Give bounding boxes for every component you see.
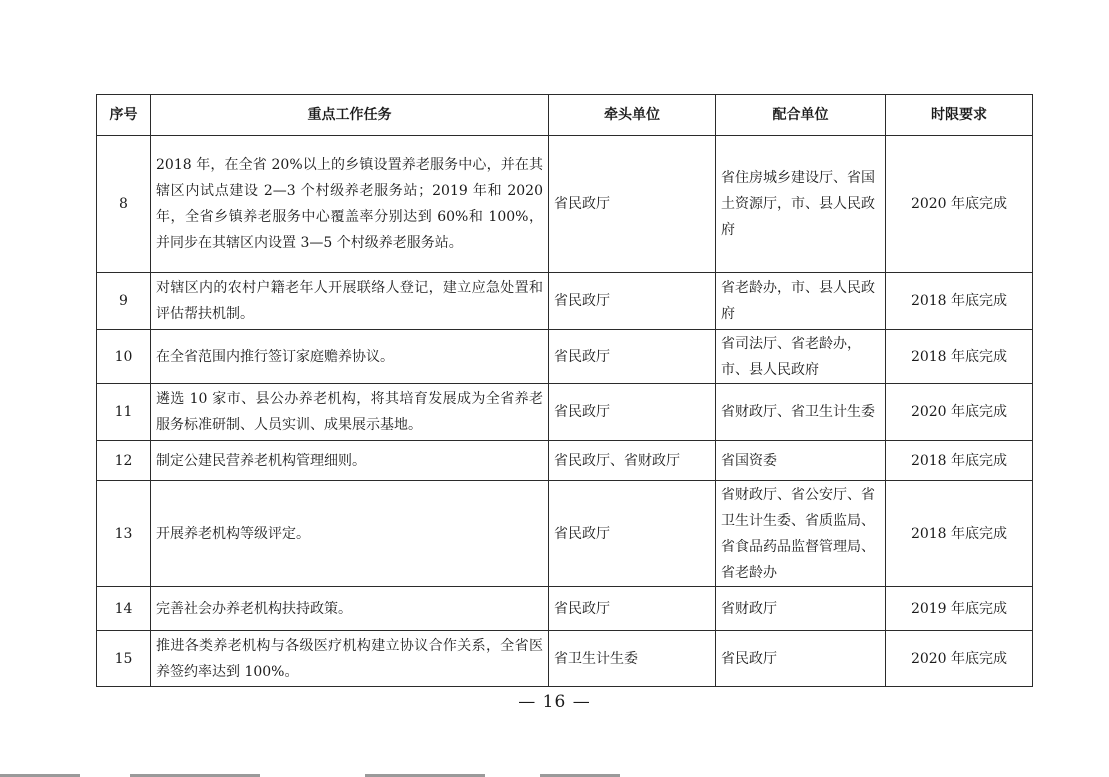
row-no: 11 xyxy=(97,384,151,441)
row-deadline: 2020 年底完成 xyxy=(886,136,1033,273)
row-deadline: 2018 年底完成 xyxy=(886,441,1033,481)
row-deadline: 2018 年底完成 xyxy=(886,330,1033,384)
table-row xyxy=(97,441,1033,481)
row-lead: 省民政厅、省财政厅 xyxy=(549,441,716,481)
row-deadline: 2020 年底完成 xyxy=(886,384,1033,441)
row-lead: 省民政厅 xyxy=(549,136,716,273)
task-table xyxy=(96,94,1033,687)
row-no: 14 xyxy=(97,587,151,631)
header-lead: 牵头单位 xyxy=(549,95,716,136)
row-partner: 省国资委 xyxy=(716,441,886,481)
row-task: 2018 年，在全省 20%以上的乡镇设置养老服务中心，并在其辖区内试点建设 2—3 个村级养老服务站；2019 年和 2020 年，全省乡镇养老服务中心覆盖率分别达到 60%和 100%，并同步在其辖区内设置 3—5 个村级养老服务站。 xyxy=(151,136,549,273)
row-deadline: 2018 年底完成 xyxy=(886,273,1033,330)
row-lead: 省民政厅 xyxy=(549,587,716,631)
row-no: 9 xyxy=(97,273,151,330)
table-row xyxy=(97,330,1033,384)
header-partner: 配合单位 xyxy=(716,95,886,136)
row-partner: 省财政厅 xyxy=(716,587,886,631)
row-lead: 省民政厅 xyxy=(549,384,716,441)
row-deadline: 2019 年底完成 xyxy=(886,587,1033,631)
row-no: 15 xyxy=(97,631,151,687)
row-lead: 省民政厅 xyxy=(549,330,716,384)
header-no: 序号 xyxy=(97,95,151,136)
row-partner: 省司法厅、省老龄办，市、县人民政府 xyxy=(716,330,886,384)
row-partner: 省民政厅 xyxy=(716,631,886,687)
row-task: 制定公建民营养老机构管理细则。 xyxy=(151,441,549,481)
row-partner: 省财政厅、省公安厅、省卫生计生委、省质监局、省食品药品监督管理局、省老龄办 xyxy=(716,481,886,587)
table-row xyxy=(97,273,1033,330)
header-deadline: 时限要求 xyxy=(886,95,1033,136)
row-deadline: 2020 年底完成 xyxy=(886,631,1033,687)
table-row xyxy=(97,631,1033,687)
table-row xyxy=(97,136,1033,273)
row-task: 完善社会办养老机构扶持政策。 xyxy=(151,587,549,631)
table-row xyxy=(97,587,1033,631)
row-task: 推进各类养老机构与各级医疗机构建立协议合作关系，全省医养签约率达到 100%。 xyxy=(151,631,549,687)
row-no: 10 xyxy=(97,330,151,384)
row-partner: 省住房城乡建设厅、省国土资源厅，市、县人民政府 xyxy=(716,136,886,273)
header-task: 重点工作任务 xyxy=(151,95,549,136)
row-partner: 省财政厅、省卫生计生委 xyxy=(716,384,886,441)
row-no: 13 xyxy=(97,481,151,587)
row-partner: 省老龄办，市、县人民政府 xyxy=(716,273,886,330)
row-task: 遴选 10 家市、县公办养老机构，将其培育发展成为全省养老服务标准研制、人员实训、成果展示基地。 xyxy=(151,384,549,441)
row-task: 在全省范围内推行签订家庭赡养协议。 xyxy=(151,330,549,384)
row-lead: 省民政厅 xyxy=(549,273,716,330)
table-header-row xyxy=(97,95,1033,136)
row-task: 对辖区内的农村户籍老年人开展联络人登记，建立应急处置和评估帮扶机制。 xyxy=(151,273,549,330)
table-row xyxy=(97,384,1033,441)
row-lead: 省民政厅 xyxy=(549,481,716,587)
row-no: 12 xyxy=(97,441,151,481)
row-lead: 省卫生计生委 xyxy=(549,631,716,687)
row-no: 8 xyxy=(97,136,151,273)
row-task: 开展养老机构等级评定。 xyxy=(151,481,549,587)
row-deadline: 2018 年底完成 xyxy=(886,481,1033,587)
table-row xyxy=(97,481,1033,587)
page-number: — 16 — xyxy=(518,692,591,712)
